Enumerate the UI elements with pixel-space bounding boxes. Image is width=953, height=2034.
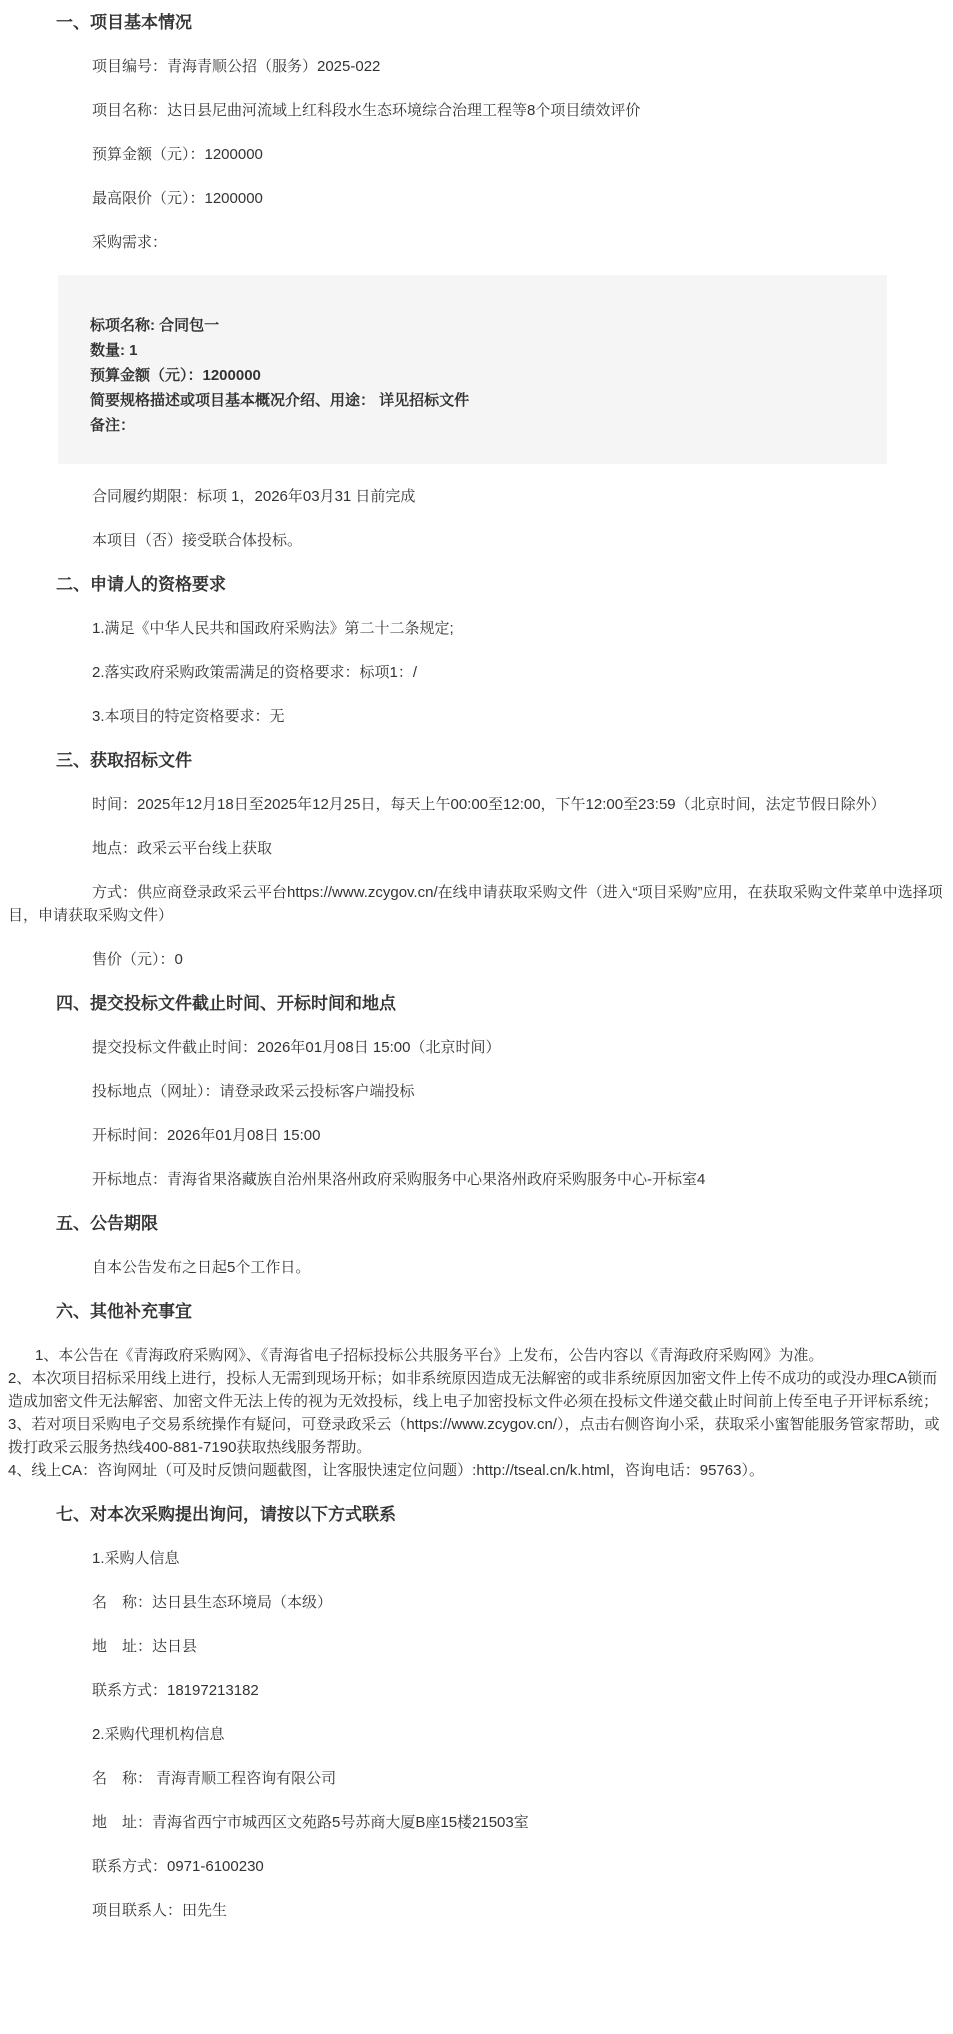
lot-info-box — [58, 275, 887, 464]
bid-submission-deadline: 提交投标文件截止时间：2026年01月08日 15:00（北京时间） — [92, 1039, 501, 1056]
notice-period-content: 自本公告发布之日起5个工作日。 — [92, 1259, 311, 1276]
obtain-time: 时间：2025年12月18日至2025年12月25日，每天上午00:00至12:00，下午12:00至23:59（北京时间，法定节假日除外） — [92, 796, 886, 813]
agency-name: 名 称： 青海青顺工程咨询有限公司 — [92, 1770, 337, 1787]
qualification-item-1: 1.满足《中华人民共和国政府采购法》第二十二条规定; — [92, 620, 454, 637]
purchaser-name: 名 称：达日县生态环境局（本级） — [92, 1594, 333, 1611]
max-price: 最高限价（元）：1200000 — [92, 190, 263, 207]
agency-contact: 联系方式：0971-6100230 — [92, 1858, 264, 1875]
lot-budget: 预算金额（元）：1200000 — [90, 367, 261, 384]
purchaser-address: 地 址：达日县 — [92, 1638, 198, 1655]
heading-supplementary: 六、其他补充事宜 — [56, 1302, 192, 1321]
lot-brief-description: 简要规格描述或项目基本概况介绍、用途： 详见招标文件 — [90, 392, 470, 409]
heading-notice-period: 五、公告期限 — [56, 1214, 158, 1233]
supplementary-item-3: 3、若对项目采购电子交易系统操作有疑问，可登录政采云（https://www.zcygov.cn/），点击右侧咨询小采，获取采小蜜智能服务管家帮助，或拨打政采云服务热线400-881-7190获取热线服务帮助。 — [8, 1416, 940, 1456]
project-name: 项目名称：达日县尼曲河流域上红科段水生态环境综合治理工程等8个项目绩效评价 — [92, 102, 641, 119]
project-contact-person: 项目联系人：田先生 — [92, 1902, 228, 1919]
lot-name: 标项名称: 合同包一 — [90, 317, 220, 334]
heading-bid-deadline: 四、提交投标文件截止时间、开标时间和地点 — [56, 994, 396, 1013]
obtain-place: 地点：政采云平台线上获取 — [92, 840, 273, 857]
obtain-method: 方式：供应商登录政采云平台https://www.zcygov.cn/在线申请获取采购文件（进入“项目采购”应用，在获取采购文件菜单中选择项目，申请获取采购文件） — [8, 884, 943, 924]
supplementary-notes — [8, 1344, 943, 1482]
document-price: 售价（元）：0 — [92, 951, 183, 968]
purchaser-info-title: 1.采购人信息 — [92, 1550, 180, 1567]
heading-qualification: 二、申请人的资格要求 — [56, 575, 226, 594]
budget-amount: 预算金额（元）：1200000 — [92, 146, 263, 163]
heading-basic-info: 一、项目基本情况 — [56, 13, 192, 32]
heading-obtain-documents: 三、获取招标文件 — [56, 751, 192, 770]
bid-place: 投标地点（网址）：请登录政采云投标客户端投标 — [92, 1083, 415, 1100]
supplementary-item-2: 2、本次项目招标采用线上进行，投标人无需到现场开标；如非系统原因造成无法解密的或非系统原因加密文件上传不成功的或没办理CA锁而造成加密文件无法解密、加密文件无法上传的视为无效投标，线上电子加密投标文件必须在投标文件递交截止时间前上传至电子开评标系统； — [8, 1370, 939, 1410]
joint-bid-statement: 本项目（否）接受联合体投标。 — [92, 532, 303, 549]
agency-address: 地 址：青海省西宁市城西区文苑路5号苏商大厦B座15楼21503室 — [92, 1814, 529, 1831]
heading-contact: 七、对本次采购提出询问，请按以下方式联系 — [56, 1505, 396, 1524]
bid-opening-time: 开标时间：2026年01月08日 15:00 — [92, 1127, 321, 1144]
lot-remark: 备注： — [90, 417, 136, 434]
project-number: 项目编号：青海青顺公招（服务）2025-022 — [92, 58, 381, 75]
agency-info-title: 2.采购代理机构信息 — [92, 1726, 225, 1743]
purchaser-contact: 联系方式：18197213182 — [92, 1682, 259, 1699]
lot-quantity: 数量: 1 — [90, 342, 138, 359]
qualification-item-3: 3.本项目的特定资格要求：无 — [92, 708, 285, 725]
procurement-demand-label: 采购需求： — [92, 234, 168, 251]
supplementary-item-4: 4、线上CA：咨询网址（可及时反馈问题截图，让客服快速定位问题）:http://tseal.cn/k.html，咨询电话：95763）。 — [8, 1462, 764, 1479]
contract-period: 合同履约期限：标项 1，2026年03月31 日前完成 — [92, 488, 416, 505]
bid-opening-place: 开标地点：青海省果洛藏族自治州果洛州政府采购服务中心果洛州政府采购服务中心-开标室4 — [92, 1171, 706, 1188]
qualification-item-2: 2.落实政府采购政策需满足的资格要求：标项1：/ — [92, 664, 418, 681]
supplementary-item-1: 1、本公告在《青海政府采购网》、《青海省电子招标投标公共服务平台》上发布，公告内容以《青海政府采购网》为准。 — [35, 1347, 824, 1364]
